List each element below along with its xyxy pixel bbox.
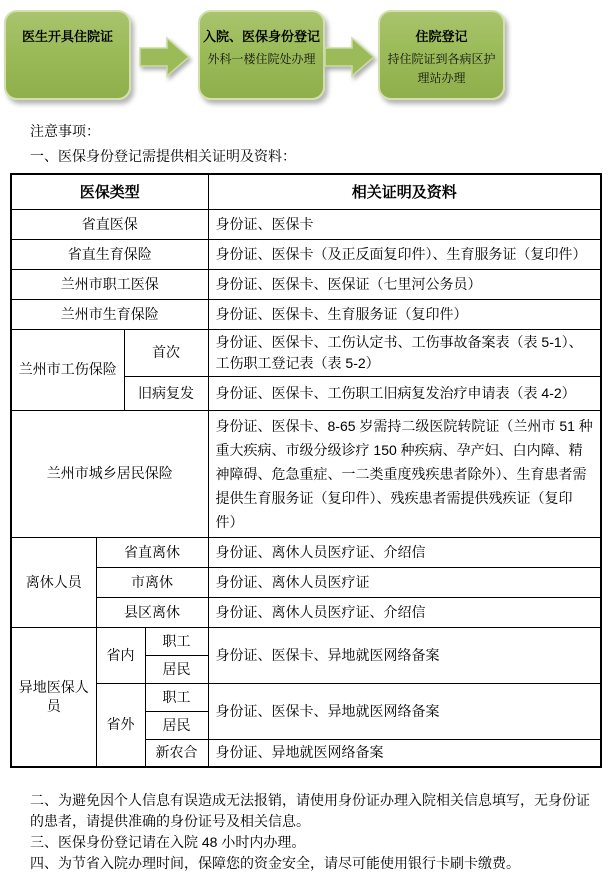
table-row: [11, 209, 601, 239]
cell-docs-lanzhou-maternity: 身份证、医保卡、生育服务证（复印件）: [208, 299, 601, 329]
cell-docs-provincial-retired: 身份证、离休人员医疗证、介绍信: [208, 537, 601, 567]
notes-item-3: 三、医保身份登记请在入院 48 小时内办理。: [30, 834, 306, 850]
cell-subtype-out-province: 省外: [96, 683, 145, 767]
cell-type-urban-rural-resident: 兰州市城乡居民保险: [11, 410, 208, 537]
cell-subtype-relapse: 旧病复发: [124, 376, 208, 410]
table-row: [11, 299, 601, 329]
cell-type-provincial-medical: 省直医保: [11, 209, 208, 239]
cell-subtype-provincial-retired: 省直离休: [96, 537, 208, 567]
right-arrow-icon: [139, 36, 191, 78]
flow-step-title: 住院登记: [415, 29, 468, 44]
cell-docs-lanzhou-employee: 身份证、医保卡、医保证（七里河公务员）: [208, 269, 601, 299]
flow-step-ward-registration: [378, 10, 505, 100]
cell-type-nonlocal-insured: 异地医保人员: [11, 627, 96, 767]
header-insurance-type: 医保类型: [11, 174, 208, 209]
cell-type-provincial-maternity: 省直生育保险: [11, 239, 208, 269]
cell-subtype-out-province-worker: 职工: [145, 683, 208, 711]
flow-step-title: 入院、医保身份登记: [202, 29, 320, 44]
flow-step-subtitle: 持住院证到各病区护理站办理: [387, 52, 496, 85]
admission-flowchart: [0, 0, 610, 112]
cell-docs-county-retired: 身份证、离休人员医疗证、介绍信: [208, 597, 601, 627]
table-row: [11, 239, 601, 269]
table-row: [11, 269, 601, 299]
table-row: [11, 627, 601, 655]
cell-docs-new-rural-coop: 身份证、异地就医网络备案: [208, 739, 601, 767]
cell-docs-urban-rural-resident: 身份证、医保卡、8-65 岁需持二级医院转院证（兰州市 51 种重大疾病、市级分级诊疗 150 种疾病、孕产妇、白内障、精神障碍、危急重症、一二类重度残疾患者除外）、生育患者需提供生育服务证（复印件）、残疾患者需提供残疾证（复印件）: [208, 410, 601, 537]
cell-subtype-in-province-worker: 职工: [145, 627, 208, 655]
cell-subtype-new-rural-coop: 新农合: [145, 739, 208, 767]
right-arrow-icon: [324, 36, 376, 78]
flow-step-doctor-certificate: [4, 10, 131, 100]
table-row: [11, 537, 601, 567]
cell-subtype-first-time: 首次: [124, 329, 208, 376]
table-row: [11, 567, 601, 597]
cell-docs-out-province: 身份证、医保卡、异地就医网络备案: [208, 683, 601, 739]
cell-docs-provincial-medical: 身份证、医保卡: [208, 209, 601, 239]
table-row: [11, 410, 601, 537]
notes-item-2: 二、为避免因个人信息有误造成无法报销，请使用身份证办理入院相关信息填写，无身份证的患者，请提供准确的身份证号及相关信息。: [30, 792, 590, 829]
notes-item-4: 四、为节省入院办理时间，保障您的资金安全，请尽可能使用银行卡刷卡缴费。: [30, 855, 520, 871]
flow-arrow-1: [139, 36, 191, 78]
cell-subtype-in-province-resident: 居民: [145, 655, 208, 683]
flow-step-title: 医生开具住院证: [21, 29, 113, 44]
cell-subtype-in-province: 省内: [96, 627, 145, 683]
cell-docs-provincial-maternity: 身份证、医保卡（及正反面复印件）、生育服务证（复印件）: [208, 239, 601, 269]
cell-docs-work-injury-relapse: 身份证、医保卡、工伤职工旧病复发治疗申请表（表 4-2）: [208, 376, 601, 410]
flow-step-insurance-registration: [198, 10, 325, 100]
flow-arrow-2: [324, 36, 376, 78]
table-row: [11, 597, 601, 627]
cell-docs-in-province: 身份证、医保卡、异地就医网络备案: [208, 627, 601, 683]
table-row: [11, 683, 601, 711]
cell-docs-work-injury-first: 身份证、医保卡、工伤认定书、工伤事故备案表（表 5-1）、工伤职工登记表（表 5-2）: [208, 329, 601, 376]
cell-subtype-out-province-resident: 居民: [145, 711, 208, 739]
flow-step-subtitle: 外科一楼住院处办理: [207, 52, 316, 66]
header-required-docs: 相关证明及资料: [208, 174, 601, 209]
bottom-notes: [30, 790, 602, 874]
cell-type-work-injury: 兰州市工伤保险: [11, 329, 124, 410]
cell-type-lanzhou-employee: 兰州市职工医保: [11, 269, 208, 299]
table-header-row: [11, 174, 601, 209]
cell-subtype-county-retired: 县区离休: [96, 597, 208, 627]
cell-type-lanzhou-maternity: 兰州市生育保险: [11, 299, 208, 329]
cell-docs-city-retired: 身份证、离休人员医疗证: [208, 567, 601, 597]
notes-item-1: 一、医保身份登记需提供相关证明及资料：: [30, 148, 296, 164]
insurance-table: [10, 173, 602, 768]
notes-heading: 注意事项：: [30, 123, 100, 139]
table-row: [11, 329, 601, 376]
cell-type-retired-cadres: 离休人员: [11, 537, 96, 627]
cell-subtype-city-retired: 市离休: [96, 567, 208, 597]
